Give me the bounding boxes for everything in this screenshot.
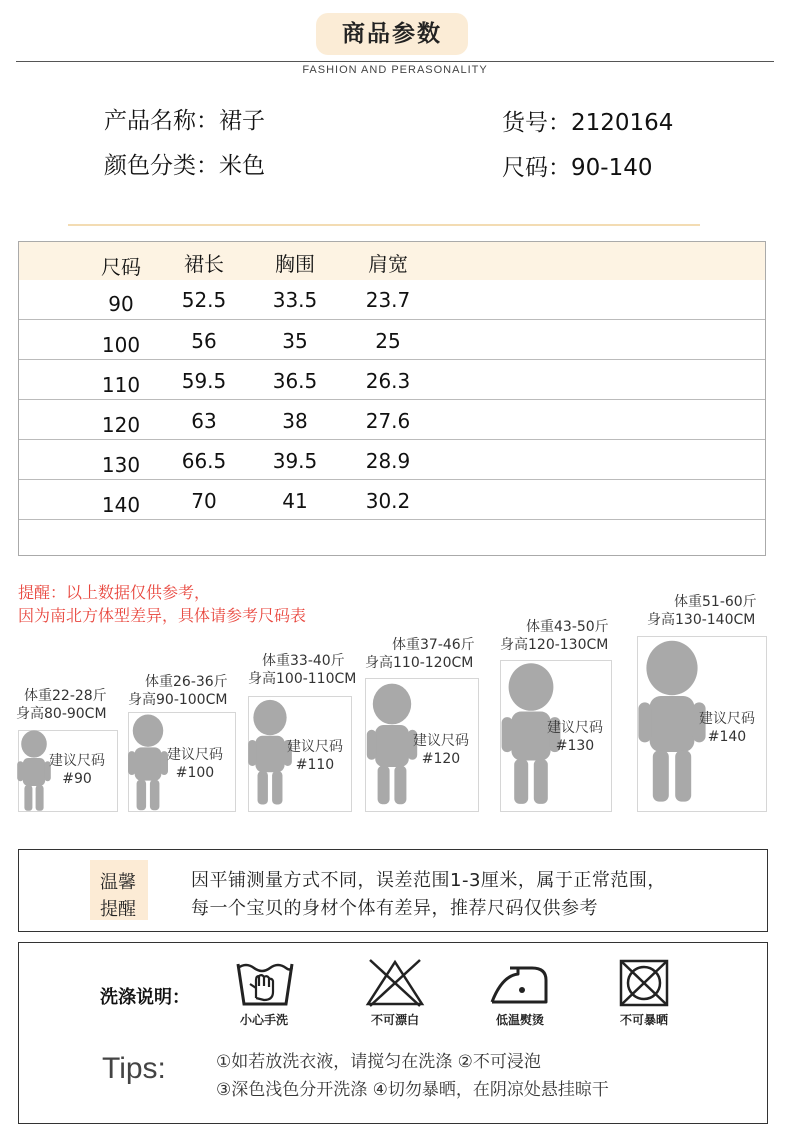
table-row <box>19 360 765 400</box>
kid-height: 身高110-120CM <box>365 655 474 671</box>
cell-length: 66.5 <box>181 449 227 473</box>
kid-weight: 体重37-46斤 <box>392 637 475 653</box>
cell-size: 110 <box>101 373 141 397</box>
cell-shoulder: 30.2 <box>365 489 411 513</box>
header-cell-shoulder: 肩宽 <box>368 252 408 276</box>
tips-line-2: ③深色浅色分开洗涤 ④切勿暴晒，在阴凉处悬挂晾干 <box>216 1080 609 1100</box>
product-color: 颜色分类：米色 <box>104 153 265 179</box>
kid-height: 身高90-100CM <box>128 692 228 708</box>
kid-height: 身高130-140CM <box>647 612 756 628</box>
kid-recommend-size: #120 <box>421 751 461 767</box>
table-row <box>19 400 765 440</box>
cell-chest: 36.5 <box>272 369 318 393</box>
cell-size: 120 <box>101 413 141 437</box>
hand-wash-caption: 小心手洗 <box>239 1013 288 1027</box>
section-subtitle: FASHION AND PERASONALITY <box>302 64 488 76</box>
header-divider <box>16 61 774 62</box>
kid-recommend-label: 建议尺码 <box>547 720 603 736</box>
cell-shoulder: 27.6 <box>365 409 411 433</box>
reminder-line-2: 因为南北方体型差异，具体请参考尺码表 <box>18 606 307 625</box>
header-cell-size: 尺码 <box>101 255 141 279</box>
cell-length: 52.5 <box>181 288 227 312</box>
header-cell-chest: 胸围 <box>275 252 315 276</box>
tips-title: Tips: <box>102 1052 166 1085</box>
cell-length: 63 <box>191 409 217 433</box>
kid-height: 身高100-110CM <box>248 671 357 687</box>
warm-tip-line-2: 每一个宝贝的身材个体有差异，推荐尺码仅供参考 <box>191 898 598 919</box>
tips-line-1: ①如若放洗衣液，请搅匀在洗涤 ②不可浸泡 <box>216 1052 541 1072</box>
cell-shoulder: 25 <box>375 329 401 353</box>
kid-recommend-size: #130 <box>555 738 595 754</box>
cell-shoulder: 28.9 <box>365 449 411 473</box>
product-name: 产品名称：裙子 <box>104 108 265 134</box>
kid-recommend-label: 建议尺码 <box>167 747 223 763</box>
warm-tip-badge-line-2: 提醒 <box>100 899 136 920</box>
kid-height: 身高120-130CM <box>500 637 609 653</box>
cell-shoulder: 26.3 <box>365 369 411 393</box>
size-table <box>18 241 766 556</box>
cell-shoulder: 23.7 <box>365 288 411 312</box>
kid-weight: 体重51-60斤 <box>674 594 757 610</box>
table-row <box>19 480 765 520</box>
cell-length: 59.5 <box>181 369 227 393</box>
cell-chest: 38 <box>282 409 308 433</box>
kid-height: 身高80-90CM <box>16 706 107 722</box>
kid-recommend-label: 建议尺码 <box>699 711 755 727</box>
gold-divider <box>68 224 700 226</box>
table-header-row <box>19 242 765 280</box>
table-row <box>19 280 765 320</box>
cell-chest: 39.5 <box>272 449 318 473</box>
kid-recommend-size: #100 <box>175 765 215 781</box>
kid-recommend-size: #140 <box>707 729 747 745</box>
cell-length: 70 <box>191 489 217 513</box>
kid-recommend-label: 建议尺码 <box>287 739 343 755</box>
no-bleach-caption: 不可漂白 <box>370 1013 419 1027</box>
kid-recommend-label: 建议尺码 <box>413 733 469 749</box>
hand-wash-icon <box>234 958 296 1008</box>
table-row <box>19 320 765 360</box>
no-sun-dry-caption: 不可暴晒 <box>619 1013 668 1027</box>
kid-recommend-label: 建议尺码 <box>49 753 105 769</box>
no-bleach-icon <box>364 958 426 1008</box>
table-row <box>19 440 765 480</box>
cell-size: 100 <box>101 333 141 357</box>
kid-recommend-size: #90 <box>62 771 92 787</box>
kid-weight: 体重26-36斤 <box>145 674 228 690</box>
cell-size: 130 <box>101 453 141 477</box>
cell-size: 90 <box>108 292 134 316</box>
low-iron-icon <box>488 960 550 1008</box>
warm-tip-line-1: 因平铺测量方式不同，误差范围1-3厘米，属于正常范围， <box>191 870 666 891</box>
warm-tip-badge-line-1: 温馨 <box>100 872 136 893</box>
reminder-line-1: 提醒：以上数据仅供参考， <box>18 583 211 602</box>
wash-title: 洗涤说明： <box>100 987 190 1008</box>
kid-weight: 体重33-40斤 <box>262 653 345 669</box>
low-iron-caption: 低温熨烫 <box>495 1013 544 1027</box>
cell-length: 56 <box>191 329 217 353</box>
kid-weight: 体重43-50斤 <box>526 619 609 635</box>
no-sun-dry-icon <box>618 958 670 1008</box>
kid-weight: 体重22-28斤 <box>24 688 107 704</box>
section-title: 商品参数 <box>316 13 468 55</box>
kid-recommend-size: #110 <box>295 757 335 773</box>
product-item-number: 货号：2120164 <box>502 110 674 136</box>
header-cell-length: 裙长 <box>184 252 224 276</box>
cell-chest: 41 <box>282 489 308 513</box>
cell-chest: 33.5 <box>272 288 318 312</box>
cell-size: 140 <box>101 493 141 517</box>
cell-chest: 35 <box>282 329 308 353</box>
product-size-range: 尺码：90-140 <box>502 155 653 181</box>
